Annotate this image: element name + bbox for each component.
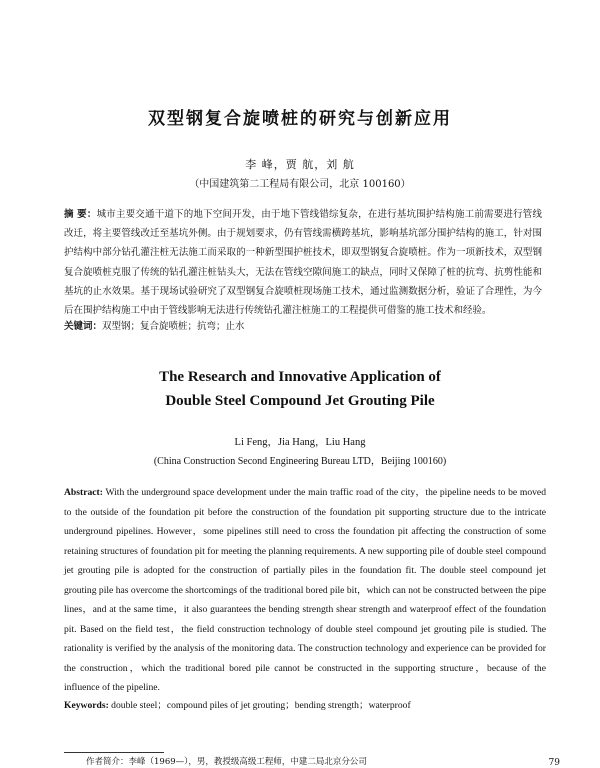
chinese-abstract-label: 摘 要： xyxy=(64,209,97,220)
chinese-title: 双型钢复合旋喷桩的研究与创新应用 xyxy=(148,109,452,129)
page-number: 79 xyxy=(548,758,560,768)
footnote-divider xyxy=(64,752,164,753)
author-footnote: 作者简介：李峰（1969—），男，教授级高级工程师，中建二局北京分公司 xyxy=(86,757,367,767)
english-title-line-1: The Research and Innovative Application of xyxy=(159,369,441,385)
chinese-keywords-text: 双型钢；复合旋喷桩；抗弯；止水 xyxy=(102,321,245,332)
english-title-line-2: Double Steel Compound Jet Grouting Pile xyxy=(165,393,435,409)
english-abstract-label: Abstract: xyxy=(64,487,103,498)
english-keywords-label: Keywords: xyxy=(64,700,109,711)
chinese-abstract xyxy=(64,205,542,320)
english-affiliation: (China Construction Second Engineering Bureau LTD，Beijing 100160) xyxy=(153,456,447,467)
chinese-abstract-text: 城市主要交通干道下的地下空间开发，由于地下管线错综复杂，在进行基坑围护结构施工前需要进行管线改迁，将主要管线改迁至基坑外侧。由于规划要求，仍有管线需横跨基坑，影响基坑部分围护结构的施工，针对围护结构中部分钻孔灌注桩无法施工而采取的一种新型围护桩技术，即双型钢复合旋喷桩。作为一项新技术，双型钢复合旋喷桩克服了传统的钻孔灌注桩钻头大，无法在管线空隙间施工的缺点，同时又保障了桩的抗弯、抗剪性能和基坑的止水效果。基于现场试验研究了双型钢复合旋喷桩现场施工技术，通过监测数据分析，验证了合理性，为今后在围护结构施工中由于管线影响无法进行传统钻孔灌注桩施工的工程提供可借鉴的施工技术和经验。 xyxy=(64,209,542,317)
chinese-keywords xyxy=(64,318,245,332)
chinese-authors: 李 峰，贾 航，刘 航 xyxy=(245,158,355,171)
english-keywords xyxy=(64,697,411,711)
english-abstract xyxy=(64,483,546,698)
chinese-affiliation: （中国建筑第二工程局有限公司，北京 100160） xyxy=(189,179,411,190)
english-authors: Li Feng，Jia Hang，Liu Hang xyxy=(234,437,366,448)
chinese-keywords-label: 关键词： xyxy=(64,321,103,332)
english-abstract-text: With the underground space development under the main traffic road of the city，the pipeline needs to be moved to the outside of the foundation pit before the construction of the foundation pit supporting structure due to the intricate underground pipelines. However，some pipelines still need to cross the foundation pit affecting the construction of some retaining structures of foundation pit for meeting the planning requirements. A new supporting pile of double steel compound jet grouting pile is adopted for the construction of partially piles in the foundation fit. The double steel compound jet grouting pile has overcome the shortcomings of the traditional bored pile bit，which can not be constructed between the pipe lines，and at the same time，it also guarantees the bending strength shear strength and waterproof effect of the foundation pit. Based on the field test，the field construction technology of double steel compound jet grouting pile is studied. The rationality is verified by the analysis of the monitoring data. The construction technology and experience can be provided for the construction，which the traditional bored pile cannot be constructed in the supporting structure，because of the influence of the pipeline. xyxy=(64,487,546,693)
english-keywords-text: double steel；compound piles of jet grouting；bending strength；waterproof xyxy=(111,700,411,711)
